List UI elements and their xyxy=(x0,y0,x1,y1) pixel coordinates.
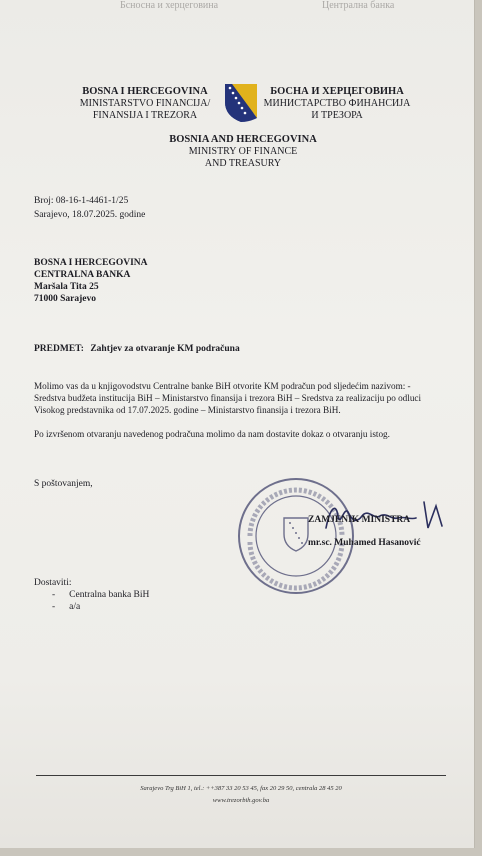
distribution-item-1-text: Centralna banka BiH xyxy=(69,590,150,600)
subject-line xyxy=(34,343,240,355)
subject-label: PREDMET: xyxy=(34,344,84,354)
body-p1-line2: Sredstva budžeta institucija BiH – Ministarstvo finansija i trezora BiH – Sredstva za realizaciju po odluci xyxy=(34,393,422,403)
letterhead-latin xyxy=(70,86,220,122)
footer-website: www.trezorbih.gov.ba xyxy=(212,797,270,804)
letterhead-cyrillic-line2: МИНИСТАРСТВО ФИНАНСИЈА xyxy=(263,98,411,109)
closing: S poštovanjem, xyxy=(34,479,93,489)
coat-of-arms-icon xyxy=(223,82,259,124)
bleed-through-text-left: Бсносна и херцеговина xyxy=(120,0,219,11)
footer-address: Sarajevo Trg BiH 1, tel.: ++387 33 20 53 45, fax 20 29 50, centrala 28 45 20 xyxy=(140,785,342,792)
letterhead-cyrillic xyxy=(262,86,412,122)
letterhead-latin-line2: MINISTARSTVO FINANCIJA/ xyxy=(79,98,211,109)
letterhead-english xyxy=(150,134,336,170)
recipient-line1: BOSNA I HERCEGOVINA xyxy=(34,258,148,268)
distribution-item-1: - Centralna banka BiH xyxy=(52,590,150,600)
bleed-through-text-right: Централна банка xyxy=(322,0,395,11)
signatory-name: mr.sc. Muhamed Hasanović xyxy=(308,538,421,548)
recipient-line4: 71000 Sarajevo xyxy=(34,294,97,304)
reference-number: Broj: 08-16-1-4461-1/25 xyxy=(34,196,129,206)
recipient-line3: Maršala Tita 25 xyxy=(34,282,99,292)
body-p1-line3: Visokog predstavnika od 17.07.2025. godine – Ministarstvo finansija i trezora BiH. xyxy=(34,405,341,415)
letterhead-latin-line3: FINANSIJA I TREZORA xyxy=(92,110,198,121)
letterhead-latin-title: BOSNA I HERCEGOVINA xyxy=(82,86,208,97)
distribution-item-2-text: a/a xyxy=(69,602,81,612)
letterhead-cyrillic-title: БОСНА И ХЕРЦЕГОВИНА xyxy=(270,86,404,97)
letterhead-english-line2: MINISTRY OF FINANCE xyxy=(188,146,298,157)
distribution-item-2: - a/a xyxy=(52,602,81,612)
subject-text: Zahtjev za otvaranje KM podračuna xyxy=(90,344,240,354)
footer-divider xyxy=(36,775,446,776)
recipient-line2: CENTRALNA BANKA xyxy=(34,270,131,280)
letterhead-english-line3: AND TREASURY xyxy=(204,158,282,169)
letterhead-english-title: BOSNIA AND HERCEGOVINA xyxy=(169,134,317,145)
letterhead-cyrillic-line3: И ТРЕЗОРА xyxy=(311,110,363,121)
place-and-date: Sarajevo, 18.07.2025. godine xyxy=(34,210,146,220)
body-p2: Po izvršenom otvaranju navedenog podračuna molimo da nam dostavite dokaz o otvaranju istog. xyxy=(34,429,390,439)
distribution-label: Dostaviti: xyxy=(34,578,72,588)
body-p1-line1: Molimo vas da u knjigovodstvu Centralne banke BiH otvorite KM podračun pod sljedećim nazivom: - xyxy=(34,381,411,391)
signatory-title: ZAMJENIK MINISTRA xyxy=(308,515,411,525)
